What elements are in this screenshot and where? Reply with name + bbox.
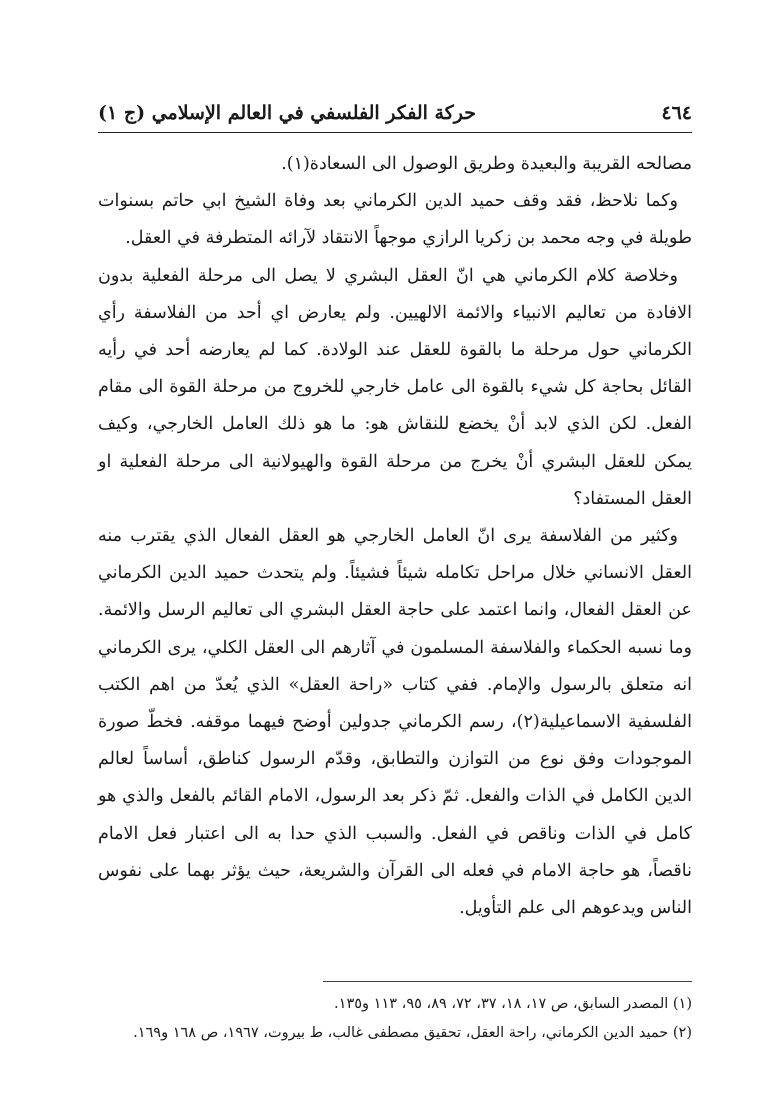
paragraph-1: مصالحه القريبة والبعيدة وطريق الوصول الى السعادة(١). (281, 154, 692, 174)
footnote-1: (١) المصدر السابق، ص ١٧، ١٨، ٣٧، ٧٢، ٨٩، ٩٥، ١١٣ و١٣٥. (334, 996, 692, 1012)
footnote-divider (323, 981, 692, 982)
running-title: حركة الفكر الفلسفي في العالم الإسلامي (ج ١) (98, 102, 477, 124)
paragraph-2: وكما نلاحظ، فقد وقف حميد الدين الكرماني بعد وفاة الشيخ ابي حاتم بسنوات طويلة في وجه محمد بن زكريا الرازي موجهاً الانتقاد لآرائه المتطرفة في العقل. (98, 191, 692, 249)
page-number: ٤٦٤ (661, 102, 692, 124)
footnotes (98, 990, 692, 1048)
paragraph-3: وخلاصة كلام الكرماني هي انّ العقل البشري لا يصل الى مرحلة الفعلية بدون الافادة من تعاليم الانبياء والائمة الالهيين. ولم يعارض اي أحد من الفلاسفة رأي الكرماني حول مرحلة ما بالقوة للعقل عند الولادة. كما لم يعارضه أحد في رأيه القائل بحاجة كل شيء بالقوة الى عامل خارجي للخروج من مرحلة القوة الى مقام الفعل. لكن الذي لابد أنْ يخضع للنقاش هو: ما هو ذلك العامل الخارجي، وكيف يمكن للعقل البشري أنْ يخرج من مرحلة القوة والهيولانية الى مرحلة الفعلية او العقل المستفاد؟ (98, 265, 692, 509)
body-text (98, 146, 692, 927)
footnote-2: (٢) حميد الدين الكرماني، راحة العقل، تحقيق مصطفى غالب، ط بيروت، ١٩٦٧، ص ١٦٨ و١٦٩. (133, 1025, 692, 1041)
running-header (98, 96, 692, 130)
header-divider (98, 132, 692, 133)
paragraph-4: وكثير من الفلاسفة يرى انّ العامل الخارجي هو العقل الفعال الذي يقترب منه العقل الانساني خلال مراحل تكامله شيئاً فشيئاً. ولم يتحدث حميد الدين الكرماني عن العقل الفعال، وانما اعتمد على حاجة العقل البشري الى تعاليم الرسل والائمة. وما نسبه الحكماء والفلاسفة المسلمون في آثارهم الى العقل الكلي، يرى الكرماني انه متعلق بالرسول والإمام. ففي كتاب «راحة العقل» الذي يُعدّ من اهم الكتب الفلسفية الاسماعيلية(٢)، رسم الكرماني جدولين أوضح فيهما موقفه. فخطّ صورة الموجودات وفق نوع من التوازن والتطابق، وقدّم الرسول كناطق، أساساً لعالم الدين الكامل في الذات والفعل. ثمّ ذكر بعد الرسول، الامام القائم بالفعل والذي هو كامل في الذات وناقص في الفعل. والسبب الذي حدا به الى اعتبار فعل الامام ناقصاً، هو حاجة الامام في فعله الى القرآن والشريعة، حيث يؤثر بهما على نفوس الناس ويدعوهم الى علم التأويل. (98, 526, 692, 919)
